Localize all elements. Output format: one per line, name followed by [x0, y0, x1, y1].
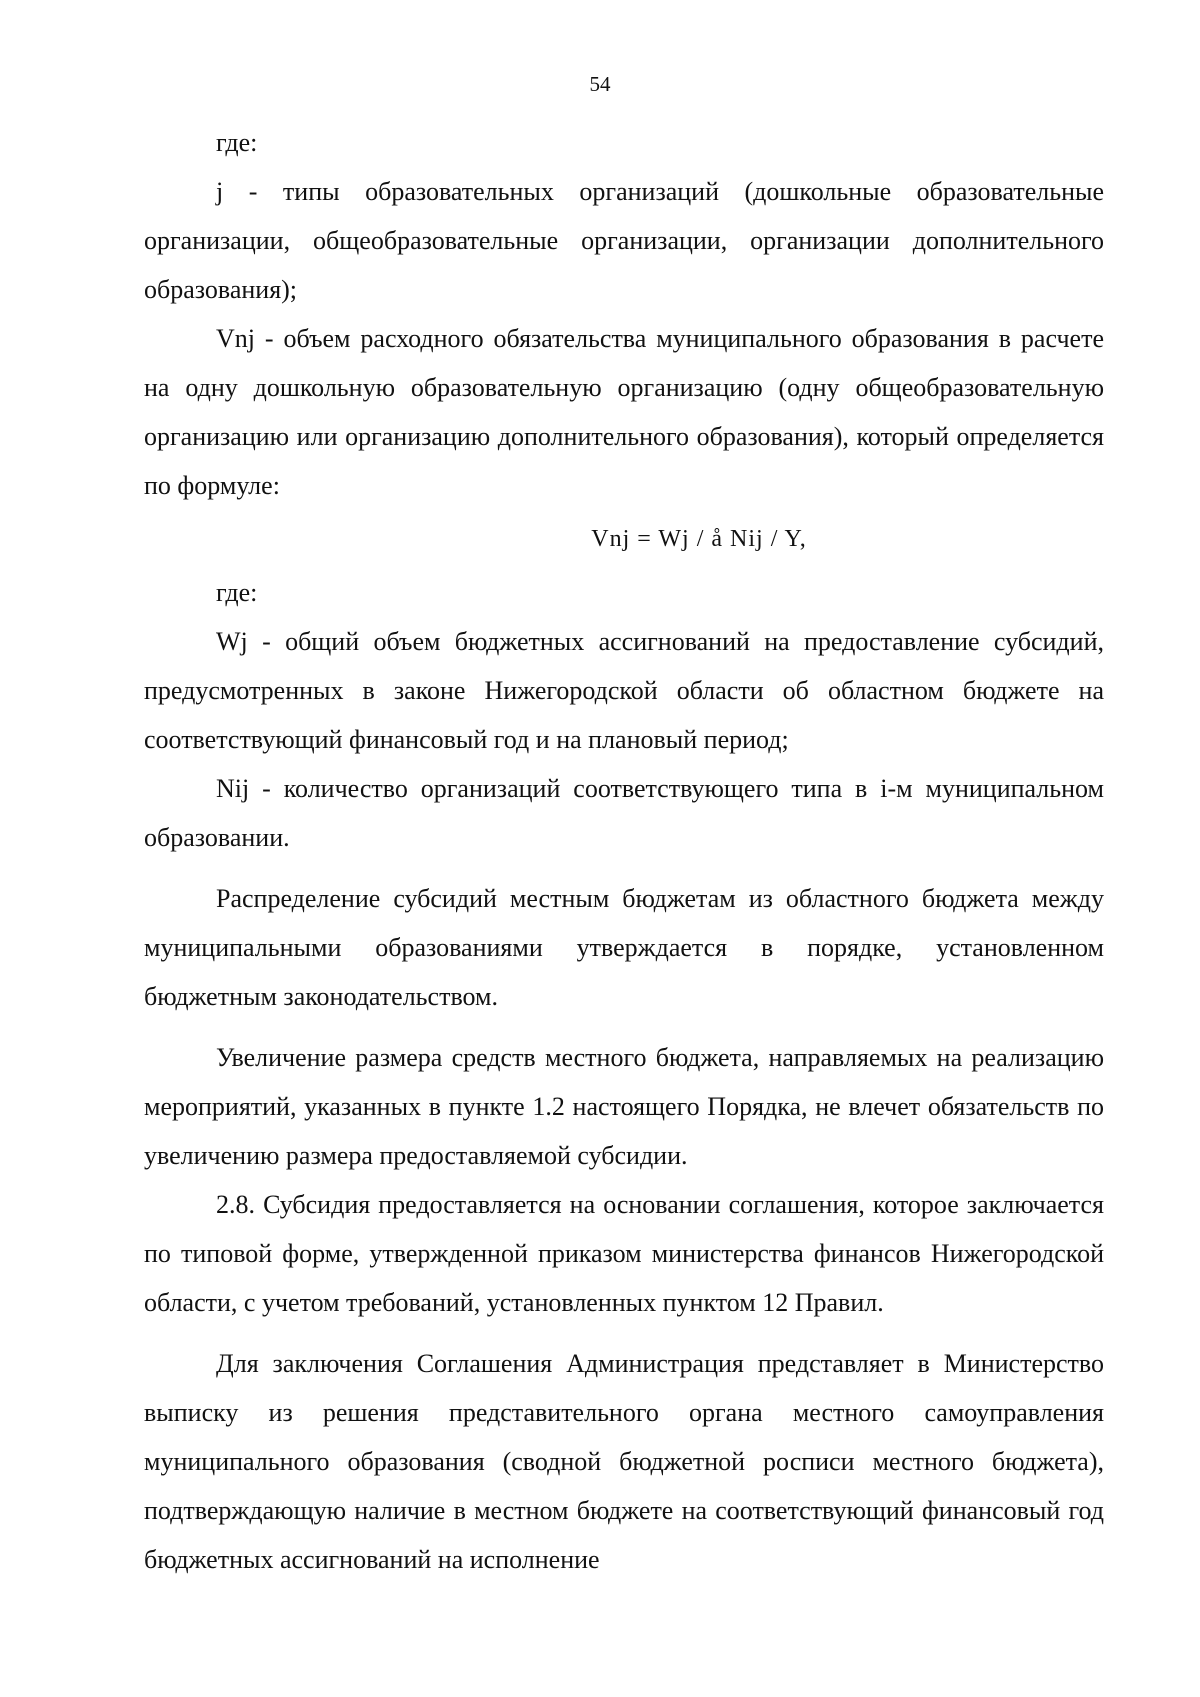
paragraph-distribution: Распределение субсидий местным бюджетам из областного бюджета между муниципальными образованиями утверждается в порядке, установленном бюджетным законодательством.: [144, 884, 1104, 1011]
formula-vnj: Vnj = Wj / å Nij / Y,: [591, 526, 807, 552]
paragraph-section-2-8: 2.8. Субсидия предоставляется на основании соглашения, которое заключается по типовой форме, утвержденной приказом министерства финансов Нижегородской области, с учетом требований, установленных пунктом 12 Правил.: [144, 1190, 1104, 1317]
document-body: [144, 118, 1104, 1584]
paragraph-nij-definition: Nij - количество организаций соответствующего типа в i-м муниципальном образовании.: [144, 774, 1104, 852]
paragraph-gap: [144, 1327, 1104, 1339]
paragraph-agreement-conclusion: Для заключения Соглашения Администрация представляет в Министерство выписку из решения представительного органа местного самоуправления муниципального образования (сводной бюджетной росписи местного бюджета), подтверждающую наличие в местном бюджете на соответствующий финансовый год бюджетных ассигнований на исполнение: [144, 1349, 1104, 1574]
paragraph-vnj-definition: Vnj - объем расходного обязательства муниципального образования в расчете на одну дошкольную образовательную организацию (одну общеобразовательную организацию или организацию дополнительного образования), который определяется по формуле:: [144, 324, 1104, 500]
paragraph-gap: [144, 1021, 1104, 1033]
paragraph-gap: [144, 862, 1104, 874]
paragraph-j-definition: j - типы образовательных организаций (дошкольные образовательные организации, общеобразовательные организации, организации дополнительного образования);: [144, 177, 1104, 304]
paragraph-budget-increase: Увеличение размера средств местного бюджета, направляемых на реализацию мероприятий, указанных в пункте 1.2 настоящего Порядка, не влечет обязательств по увеличению размера предоставляемой субсидии.: [144, 1043, 1104, 1170]
page-number: 54: [589, 72, 611, 96]
paragraph-wj-definition: Wj - общий объем бюджетных ассигнований на предоставление субсидий, предусмотренных в законе Нижегородской области об областном бюджете на соответствующий финансовый год и на плановый период;: [144, 627, 1104, 754]
where-label: где:: [216, 128, 258, 157]
where-label-2: где:: [216, 578, 258, 607]
